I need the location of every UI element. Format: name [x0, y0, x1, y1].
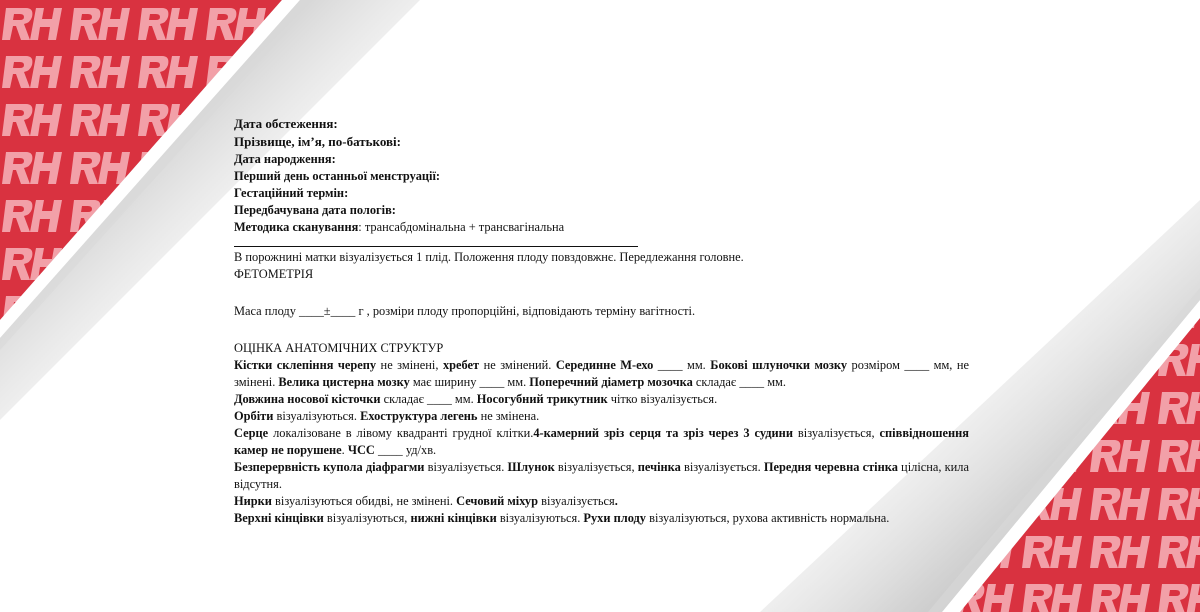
orbits-lungs-paragraph: Орбіти візуалізуються. Ехоструктура легень не змінена.: [234, 409, 540, 423]
divider: [234, 236, 638, 247]
birth-date-label: Дата народження:: [234, 152, 336, 166]
patient-name-label: Прізвище, ім’я, по-батькові:: [234, 134, 401, 149]
fetal-mass-line: Маса плоду ____±____ г , розміри плоду пропорційні, відповідають терміну вагітності.: [234, 304, 696, 318]
face-paragraph: Довжина носової кісточки складає ____ мм. Носогубний трикутник чітко візуалізується.: [234, 392, 718, 406]
gestational-age-label: Гестаційний термін:: [234, 186, 349, 200]
lmp-label: Перший день останньої менструації:: [234, 169, 441, 183]
exam-date-label: Дата обстеження:: [234, 116, 338, 131]
fetometry-heading: ФЕТОМЕТРІЯ: [234, 267, 314, 281]
kidneys-paragraph: Нирки візуалізуються обидві, не змінені. Сечовий міхур візуалізується.: [234, 494, 618, 508]
ultrasound-report: [234, 115, 969, 527]
intro-line: В порожнині матки візуалізується 1 плід. Положення плоду повздовжнє. Передлежання головне.: [234, 250, 744, 264]
skull-brain-paragraph: Кістки склепіння черепу не змінені, хребет не змінений. Серединне М-ехо ____ мм. Бокові шлуночки мозку розміром ____ мм, не змінені. Велика цистерна мозку має ширину ____ мм. Поперечний діаметр мозочка складає ____ мм.: [234, 358, 970, 389]
scan-method-label: Методика сканування: [234, 220, 359, 234]
anatomy-heading: ОЦІНКА АНАТОМІЧНИХ СТРУКТУР: [234, 341, 444, 355]
scan-method-value: : трансабдомінальна + трансвагінальна: [358, 220, 565, 234]
limbs-paragraph: Верхні кінцівки візуалізуються, нижні кінцівки візуалізуються. Рухи плоду візуалізуються, рухова активність нормальна.: [234, 511, 890, 525]
scan-method: [234, 219, 969, 236]
heart-paragraph: Серце локалізоване в лівому квадранті грудної клітки.4-камерний зріз серця та зріз через 3 судини візуалізується, співвідношення камер не порушене. ЧСС ____ уд/хв.: [234, 426, 969, 457]
due-date-label: Передбачувана дата пологів:: [234, 203, 396, 217]
abdomen-paragraph: Безперервність купола діафрагми візуалізується. Шлунок візуалізується, печінка візуалізується. Передня черевна стінка цілісна, кила відсутня.: [234, 460, 969, 491]
